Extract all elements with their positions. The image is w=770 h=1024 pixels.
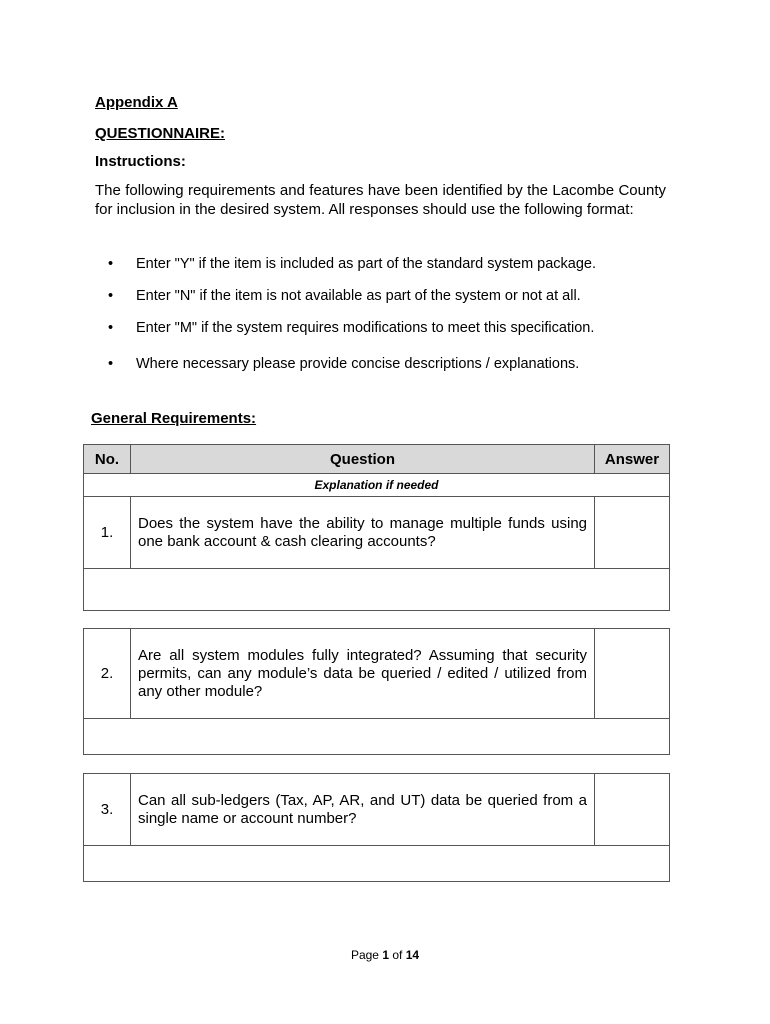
- bullet-dot-icon: •: [108, 356, 114, 372]
- page-footer: [0, 948, 770, 962]
- explanation-row: [84, 569, 670, 611]
- questionnaire-title: QUESTIONNAIRE:: [95, 125, 226, 142]
- answer-cell[interactable]: [595, 629, 670, 719]
- explanation-row: [84, 846, 670, 882]
- explanation-cell[interactable]: [84, 846, 670, 882]
- header-question: Question: [131, 445, 595, 474]
- table-row: [84, 774, 670, 846]
- bullet-dot-icon: •: [108, 256, 114, 272]
- explanation-cell[interactable]: [84, 719, 670, 755]
- table-row: [84, 497, 670, 569]
- question-table-3: [83, 773, 670, 882]
- header-answer: Answer: [595, 445, 670, 474]
- question-number: 1.: [84, 497, 131, 569]
- question-table-2: [83, 628, 670, 755]
- bullet-item: • Enter "N" if the item is not available as part of the system or not at all.: [108, 288, 581, 304]
- explanation-row: [84, 719, 670, 755]
- explanation-label: Explanation if needed: [84, 474, 670, 497]
- answer-cell[interactable]: [595, 497, 670, 569]
- question-text: Can all sub-ledgers (Tax, AP, AR, and UT) data be queried from a single name or account number?: [131, 774, 595, 846]
- page-of-label: of: [392, 948, 403, 962]
- bullet-item: • Where necessary please provide concise descriptions / explanations.: [108, 356, 580, 372]
- bullet-dot-icon: •: [108, 320, 114, 336]
- answer-cell[interactable]: [595, 774, 670, 846]
- section-title: General Requirements:: [91, 410, 257, 427]
- question-table-1: [83, 444, 670, 611]
- question-text: Does the system have the ability to manage multiple funds using one bank account & cash clearing accounts?: [131, 497, 595, 569]
- explanation-header-row: [84, 474, 670, 497]
- header-no: No.: [84, 445, 131, 474]
- bullet-item: • Enter "M" if the system requires modifications to meet this specification.: [108, 320, 595, 336]
- bullet-dot-icon: •: [108, 288, 114, 304]
- question-text: Are all system modules fully integrated? Assuming that security permits, can any module’s data be queried / edited / utilized from any other module?: [131, 629, 595, 719]
- page-label: Page: [350, 948, 379, 962]
- table-row: [84, 629, 670, 719]
- page-total: 14: [405, 948, 420, 962]
- page-current: 1: [382, 948, 389, 962]
- question-number: 3.: [84, 774, 131, 846]
- explanation-cell[interactable]: [84, 569, 670, 611]
- intro-paragraph: The following requirements and features have been identified by the Lacombe County for inclusion in the desired system. All responses should use the following format:: [95, 182, 666, 218]
- appendix-title: Appendix A: [95, 94, 178, 111]
- question-number: 2.: [84, 629, 131, 719]
- table-header-row: [84, 445, 670, 474]
- instructions-label: Instructions:: [95, 153, 186, 170]
- bullet-item: • Enter "Y" if the item is included as part of the standard system package.: [108, 256, 597, 272]
